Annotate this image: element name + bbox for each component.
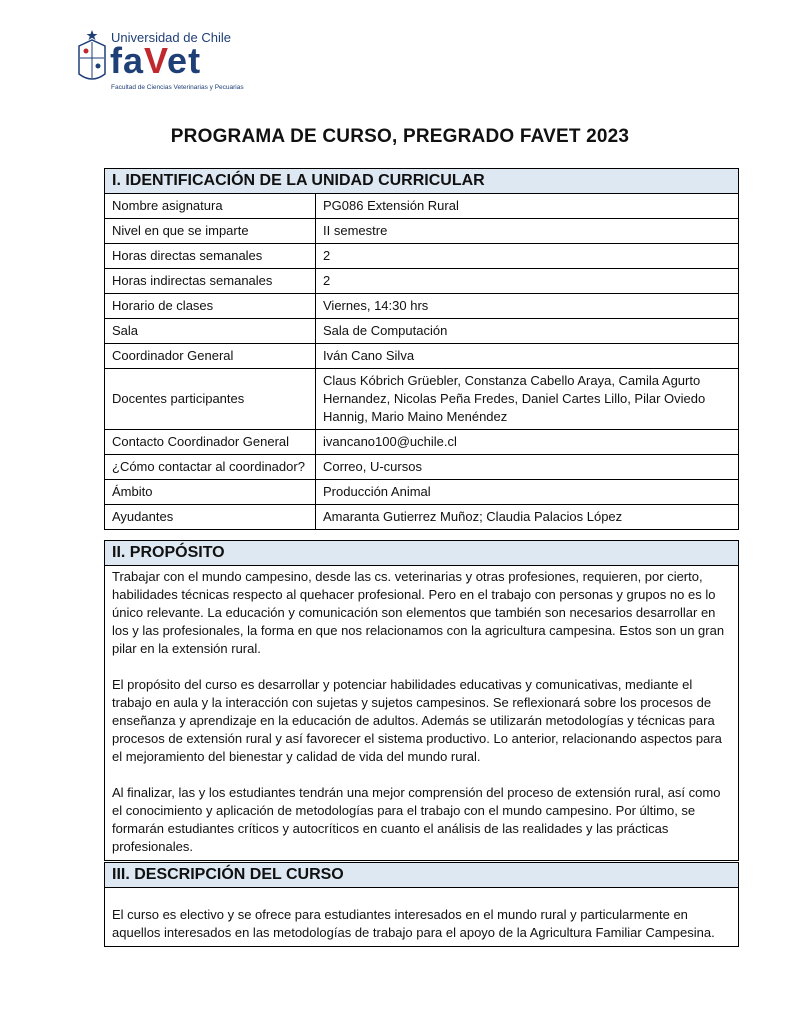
row-label: Docentes participantes: [105, 369, 316, 430]
page-title: PROGRAMA DE CURSO, PREGRADO FAVET 2023: [170, 126, 630, 147]
row-value: 2: [316, 269, 739, 294]
row-value: Claus Kóbrich Grüebler, Constanza Cabello Araya, Camila Agurto Hernandez, Nicolas Peña Fredes, Daniel Cartes Lillo, Pilar Oviedo Hannig, Mario Maino Menéndez: [316, 369, 739, 430]
purpose-heading: II. PROPÓSITO: [105, 541, 738, 566]
identification-table: [105, 194, 738, 529]
row-value: 2: [316, 244, 739, 269]
identification-section: [104, 168, 739, 530]
brand-accent: V: [144, 40, 168, 81]
description-section: [104, 862, 739, 947]
purpose-section: [104, 540, 739, 861]
table-row: [105, 319, 738, 344]
row-label: Contacto Coordinador General: [105, 430, 316, 455]
description-body: [105, 888, 738, 946]
identification-heading: I. IDENTIFICACIÓN DE LA UNIDAD CURRICULAR: [105, 169, 738, 194]
row-label: Horas indirectas semanales: [105, 269, 316, 294]
table-row: [105, 344, 738, 369]
row-label: Sala: [105, 319, 316, 344]
row-label: Coordinador General: [105, 344, 316, 369]
brand-part: fa: [110, 40, 145, 81]
table-row: [105, 455, 738, 480]
faculty-name: Facultad de Ciencias Veterinarias y Pecuarias: [111, 84, 244, 91]
table-row: [105, 269, 738, 294]
purpose-paragraph: Al finalizar, las y los estudiantes tendrán una mejor comprensión del proceso de extensión rural, así como el conocimiento y aplicación de metodologías para el trabajo con el mundo campesino. Por último, se formarán estudiantes críticos y autocríticos en cuanto el análisis de las realidades y las prácticas profesionales.: [112, 785, 721, 854]
table-row: [105, 480, 738, 505]
row-value: Iván Cano Silva: [316, 344, 739, 369]
brand-part: et: [167, 40, 202, 81]
row-value: Producción Animal: [316, 480, 739, 505]
purpose-paragraph: El propósito del curso es desarrollar y potenciar habilidades educativas y comunicativas, mediante el trabajo en aula y la interacción con sujetas y sujetos campesinos. Se reflexionará sobre los procesos de enseñanza y aprendizaje en la educación de adultos. Además se utilizarán metodologías y técnicas para procesos de extensión rural y así favorecer el sistema productivo. Lo anterior, relacionando aspectos para el mejoramiento del bienestar y calidad de vida del mundo rural.: [112, 677, 722, 764]
table-row: [105, 219, 738, 244]
row-label: Horas directas semanales: [105, 244, 316, 269]
row-value: Viernes, 14:30 hrs: [316, 294, 739, 319]
university-shield-icon: [76, 28, 108, 84]
faculty-brand: [110, 40, 202, 81]
table-row: [105, 294, 738, 319]
row-value: PG086 Extensión Rural: [323, 198, 459, 213]
table-row: [105, 244, 738, 269]
university-logo: [76, 26, 276, 92]
row-label: Ayudantes: [105, 505, 316, 530]
row-value: Correo, U-cursos: [316, 455, 739, 480]
purpose-paragraph: Trabajar con el mundo campesino, desde las cs. veterinarias y otras profesiones, requieren, por cierto, habilidades técnicas respecto al quehacer profesional. Pero en el trabajo con personas y grupos no es lo único relevante. La educación y comunicación son elementos que también son necesarios desarrollar en los y las profesionales, la forma en que nos relacionamos con la agricultura campesina. Estos son un gran pilar en la extensión rural.: [112, 569, 725, 656]
row-label: Nombre asignatura: [105, 194, 316, 219]
row-label: ¿Cómo contactar al coordinador?: [105, 455, 316, 480]
purpose-body: [105, 566, 738, 860]
row-label: Horario de clases: [105, 294, 316, 319]
description-heading: III. DESCRIPCIÓN DEL CURSO: [105, 863, 738, 888]
row-label: Ámbito: [105, 480, 316, 505]
university-name: Universidad de Chile: [111, 30, 231, 45]
row-value: Amaranta Gutierrez Muñoz; Claudia Palacios López: [316, 505, 739, 530]
description-text: El curso es electivo y se ofrece para estudiantes interesados en el mundo rural y particularmente en aquellos interesados en las metodologías de trabajo para el apoyo de la Agricultura Familiar Campesina.: [112, 907, 715, 940]
row-value: ivancano100@uchile.cl: [316, 430, 739, 455]
table-row: [105, 505, 738, 530]
row-value: II semestre: [316, 219, 739, 244]
table-row: [105, 430, 738, 455]
row-value: Sala de Computación: [316, 319, 739, 344]
table-row: [105, 194, 738, 219]
table-row: [105, 369, 738, 430]
row-label: Nivel en que se imparte: [105, 219, 316, 244]
